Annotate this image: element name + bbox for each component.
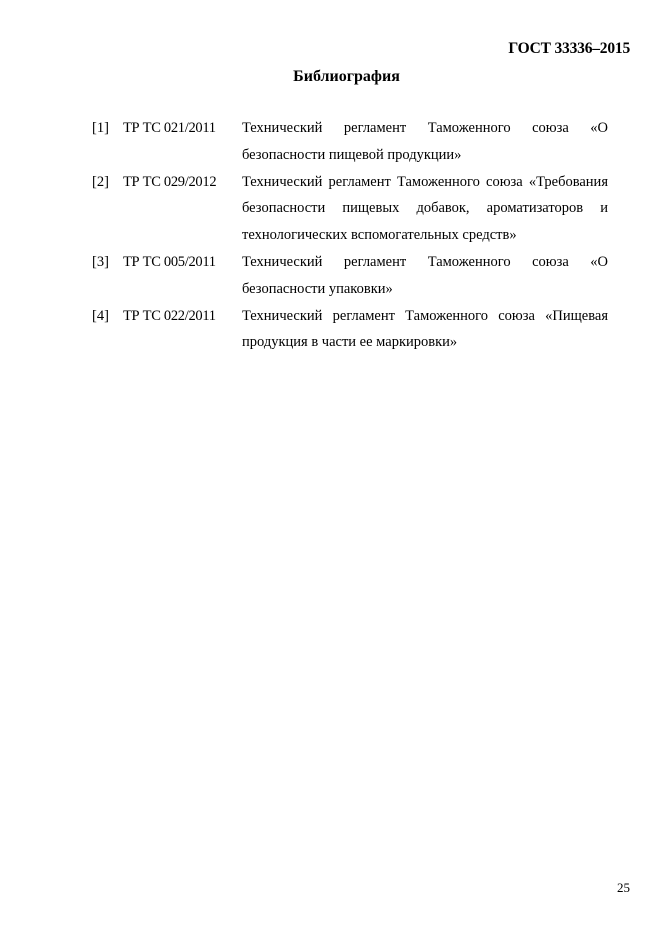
entry-number: [3] xyxy=(92,253,109,270)
bibliography-list xyxy=(92,115,608,356)
bibliography-entry xyxy=(92,249,608,303)
entry-description: Технический регламент Таможенного союза «О безопасности упаковки» xyxy=(242,253,608,297)
entry-reference: ТР ТС 029/2012 xyxy=(123,173,217,190)
bibliography-entry xyxy=(92,115,608,169)
entry-number: [1] xyxy=(92,120,109,136)
bibliography-entry xyxy=(92,169,608,249)
entry-number: [4] xyxy=(92,307,109,324)
entry-reference: ТР ТС 022/2011 xyxy=(123,307,216,324)
bibliography-entry xyxy=(92,303,608,357)
document-code: ГОСТ 33336–2015 xyxy=(508,40,630,57)
page-number: 25 xyxy=(617,880,630,895)
entry-description: Технический регламент Таможенного союза «Требования безопасности пищевых добавок, ароматизаторов и технологических вспомогательных средств» xyxy=(242,173,608,244)
entry-reference: ТР ТС 021/2011 xyxy=(123,120,216,136)
entry-description: Технический регламент Таможенного союза «Пищевая продукция в части ее маркировки» xyxy=(242,307,608,351)
entry-number: [2] xyxy=(92,173,109,190)
section-title: Библиография xyxy=(293,68,400,85)
entry-reference: ТР ТС 005/2011 xyxy=(123,253,216,270)
entry-description: Технический регламент Таможенного союза «О безопасности пищевой продукции» xyxy=(242,120,608,163)
